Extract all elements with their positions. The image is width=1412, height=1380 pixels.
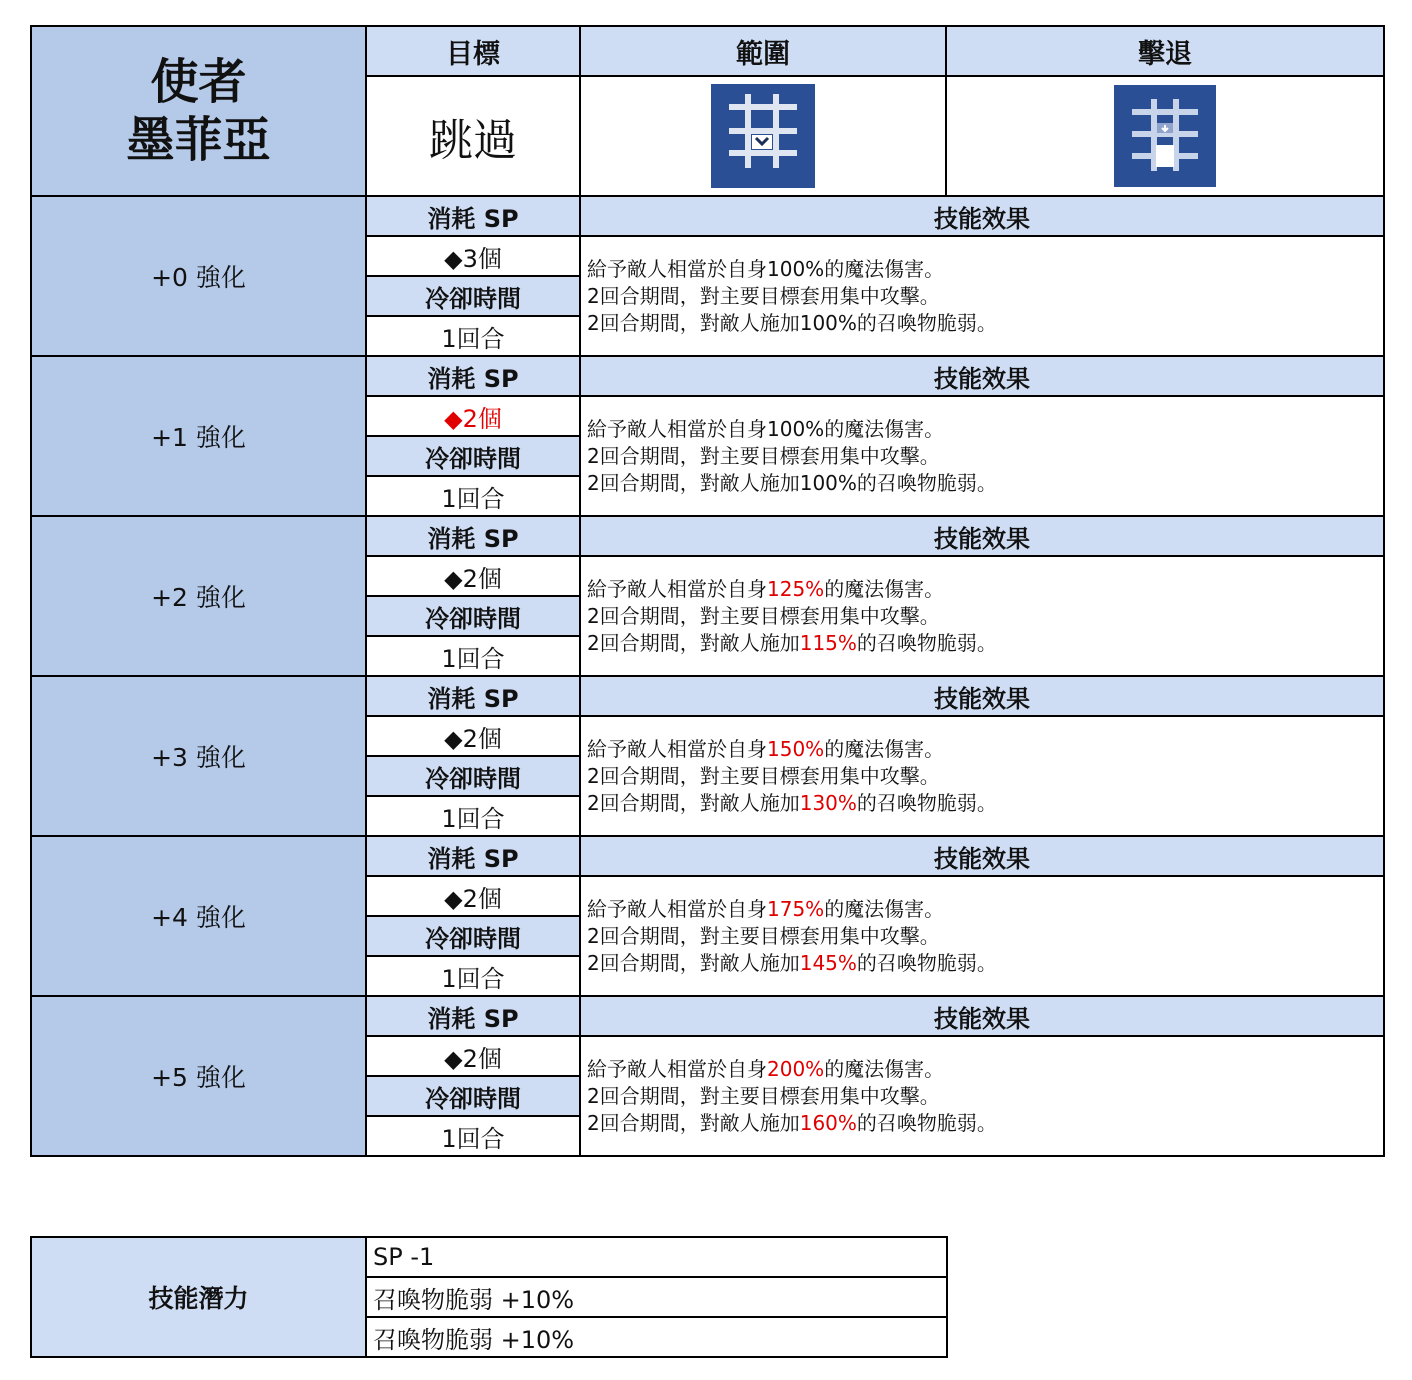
skill-table — [30, 25, 1385, 1157]
sp-cost-text: 2個 — [462, 564, 502, 593]
vulnerability-value: 100% — [799, 470, 857, 495]
knockback-cell — [946, 76, 1384, 196]
character-name-cell — [31, 26, 366, 196]
cooldown-value: 1回合 — [366, 796, 580, 836]
sp-cost — [366, 716, 580, 756]
effect-label: 技能效果 — [580, 996, 1384, 1036]
cooldown-value: 1回合 — [366, 316, 580, 356]
vulnerability-value: 100% — [799, 310, 857, 335]
sp-cost-text: 3個 — [462, 244, 502, 273]
range-cell — [580, 76, 946, 196]
potential-item: 召喚物脆弱 +10% — [366, 1317, 947, 1357]
diamond-icon: ◆ — [444, 564, 463, 593]
effect-line: 給予敵人相當於自身175%的魔法傷害。 — [587, 896, 945, 921]
level-name: +2 強化 — [31, 516, 366, 676]
vulnerability-value: 145% — [799, 950, 857, 975]
damage-value: 150% — [767, 736, 825, 761]
level-name: +3 強化 — [31, 676, 366, 836]
sp-cost-text: 2個 — [462, 724, 502, 753]
cooldown-label: 冷卻時間 — [366, 276, 580, 316]
level-name: +0 強化 — [31, 196, 366, 356]
effect-line: 2回合期間，對主要目標套用集中攻擊。 — [587, 603, 940, 628]
cooldown-value: 1回合 — [366, 636, 580, 676]
vulnerability-value: 130% — [799, 790, 857, 815]
target-header: 目標 — [366, 26, 580, 76]
sp-cost — [366, 876, 580, 916]
cooldown-value: 1回合 — [366, 1116, 580, 1156]
damage-value: 100% — [767, 416, 825, 441]
effect-label: 技能效果 — [580, 676, 1384, 716]
vulnerability-value: 160% — [799, 1110, 857, 1135]
character-name: 墨菲亞 — [126, 112, 271, 168]
sp-label: 消耗 SP — [366, 676, 580, 716]
diamond-icon: ◆ — [444, 884, 463, 913]
sp-label: 消耗 SP — [366, 356, 580, 396]
effect-text — [580, 396, 1384, 516]
sp-cost — [366, 396, 580, 436]
potential-item: SP -1 — [366, 1237, 947, 1277]
cooldown-label: 冷卻時間 — [366, 756, 580, 796]
effect-text — [580, 716, 1384, 836]
damage-value: 175% — [767, 896, 825, 921]
effect-line: 2回合期間，對敵人施加100%的召喚物脆弱。 — [587, 470, 997, 495]
effect-line: 給予敵人相當於自身150%的魔法傷害。 — [587, 736, 945, 761]
effect-line: 給予敵人相當於自身200%的魔法傷害。 — [587, 1056, 945, 1081]
effect-line: 2回合期間，對主要目標套用集中攻擊。 — [587, 283, 940, 308]
range-header: 範圍 — [580, 26, 946, 76]
effect-text — [580, 236, 1384, 356]
grid-knockback-down-icon — [1114, 85, 1216, 187]
level-name: +4 強化 — [31, 836, 366, 996]
potential-table — [30, 1236, 948, 1358]
effect-line: 2回合期間，對主要目標套用集中攻擊。 — [587, 923, 940, 948]
effect-line: 2回合期間，對主要目標套用集中攻擊。 — [587, 763, 940, 788]
effect-text — [580, 556, 1384, 676]
effect-line: 2回合期間，對敵人施加160%的召喚物脆弱。 — [587, 1110, 997, 1135]
effect-label: 技能效果 — [580, 836, 1384, 876]
sp-cost — [366, 236, 580, 276]
sp-label: 消耗 SP — [366, 516, 580, 556]
effect-line: 2回合期間，對敵人施加145%的召喚物脆弱。 — [587, 950, 997, 975]
effect-line: 2回合期間，對主要目標套用集中攻擊。 — [587, 1083, 940, 1108]
potential-item: 召喚物脆弱 +10% — [366, 1277, 947, 1317]
cooldown-label: 冷卻時間 — [366, 436, 580, 476]
diamond-icon: ◆ — [444, 244, 463, 273]
potential-label: 技能潛力 — [31, 1237, 366, 1357]
sp-label: 消耗 SP — [366, 996, 580, 1036]
effect-label: 技能效果 — [580, 516, 1384, 556]
cooldown-value: 1回合 — [366, 476, 580, 516]
vulnerability-value: 115% — [799, 630, 857, 655]
effect-line: 2回合期間，對主要目標套用集中攻擊。 — [587, 443, 940, 468]
grid-down-arrow-icon — [711, 84, 815, 188]
effect-line: 給予敵人相當於自身100%的魔法傷害。 — [587, 416, 945, 441]
effect-line: 2回合期間，對敵人施加115%的召喚物脆弱。 — [587, 630, 997, 655]
sp-cost — [366, 556, 580, 596]
sp-label: 消耗 SP — [366, 836, 580, 876]
character-title: 使者 — [150, 54, 247, 110]
cooldown-label: 冷卻時間 — [366, 916, 580, 956]
damage-value: 200% — [767, 1056, 825, 1081]
effect-line: 給予敵人相當於自身125%的魔法傷害。 — [587, 576, 945, 601]
level-name: +5 強化 — [31, 996, 366, 1156]
effect-label: 技能效果 — [580, 196, 1384, 236]
sp-cost-text: 2個 — [462, 1044, 502, 1073]
effect-line: 2回合期間，對敵人施加130%的召喚物脆弱。 — [587, 790, 997, 815]
diamond-icon: ◆ — [444, 404, 463, 433]
cooldown-label: 冷卻時間 — [366, 1076, 580, 1116]
sp-cost — [366, 1036, 580, 1076]
diamond-icon: ◆ — [444, 724, 463, 753]
sp-cost-text: 2個 — [462, 884, 502, 913]
knockback-header: 擊退 — [946, 26, 1384, 76]
level-name: +1 強化 — [31, 356, 366, 516]
cooldown-label: 冷卻時間 — [366, 596, 580, 636]
effect-text — [580, 1036, 1384, 1156]
effect-line: 給予敵人相當於自身100%的魔法傷害。 — [587, 256, 945, 281]
damage-value: 100% — [767, 256, 825, 281]
effect-line: 2回合期間，對敵人施加100%的召喚物脆弱。 — [587, 310, 997, 335]
cooldown-value: 1回合 — [366, 956, 580, 996]
damage-value: 125% — [767, 576, 825, 601]
target-value: 跳過 — [366, 76, 580, 196]
effect-label: 技能效果 — [580, 356, 1384, 396]
diamond-icon: ◆ — [444, 1044, 463, 1073]
sp-label: 消耗 SP — [366, 196, 580, 236]
effect-text — [580, 876, 1384, 996]
sp-cost-text: 2個 — [462, 404, 502, 433]
